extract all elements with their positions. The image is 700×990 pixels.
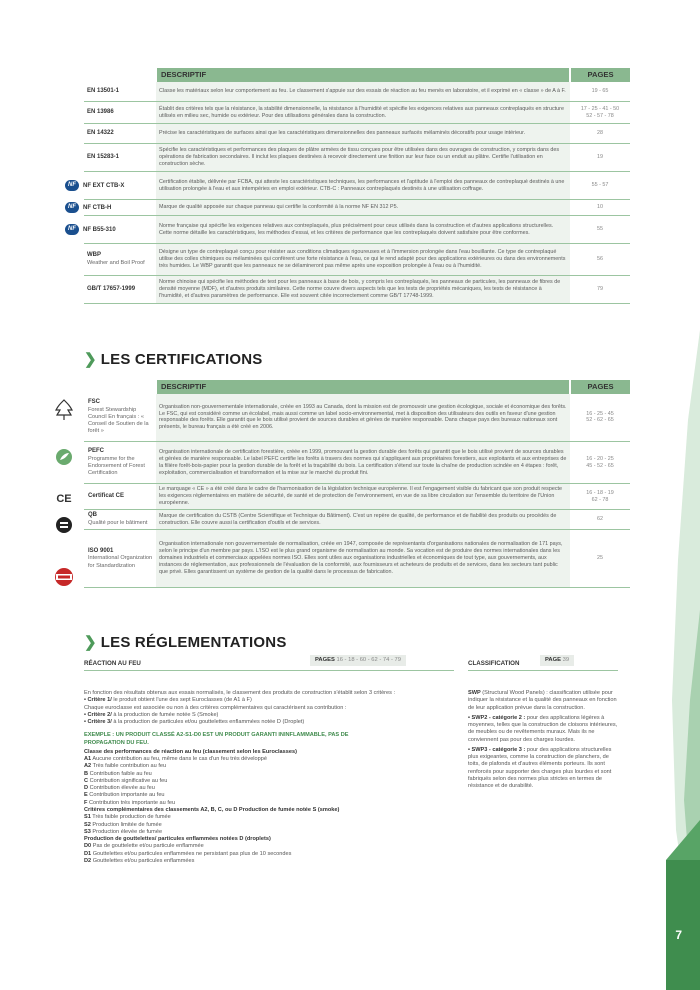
fire-reaction-label: RÉACTION AU FEU (84, 660, 141, 667)
row-title: NF CTB-H (83, 205, 112, 212)
row-pages: 79 (570, 276, 630, 304)
row-description: Organisation non-gouvernementale internationale, créée en 1993 au Canada, dont la mission est de promouvoir une gestion écologique, sociale et économique des forêts. Le FSC, qui est considéré comme un écolabel, mais aussi comme un label socio-environnemental, met à disposition des utilisateurs des outils en faveur d'une gestion responsable des forêts. Elle garantit que le bois utilisé provient de sources durables et gérées de manière responsable. Dans chaque pays des bureaux nationaux sont présents, le bureau français a été créé en 2006. (156, 394, 570, 442)
table-row (84, 442, 630, 484)
list-item: B Contribution faible au feu (84, 770, 152, 777)
list-item: S1 Très faible production de fumée (84, 814, 171, 821)
row-pages: 16 - 20 - 25 45 - 52 - 65 (570, 442, 630, 484)
example-callout: EXEMPLE : UN PRODUIT CLASSÉ A2-S1-D0 EST UN PRODUIT GARANTI ININFLAMMABLE, PAS DE PROPAGATION DU FEU. (84, 732, 349, 746)
row-title: EN 15283-1 (87, 153, 120, 160)
pages-column-header: PAGES (570, 380, 630, 394)
row-pages: 25 (570, 530, 630, 588)
row-name (68, 172, 156, 200)
pefc-logo-icon (50, 447, 78, 471)
row-title: NF EXT CTB-X (83, 183, 125, 190)
row-title: GB/T 17657-1999 (87, 285, 136, 292)
row-description: Marque de certification du CSTB (Centre Scientifique et Technique du Bâtiment). C'est un repère de qualité, de performance et de fiabilité des produits ou procédés de construction. Elle couvre aussi la certification d'outils et de services. (156, 510, 570, 530)
decorative-band (666, 0, 700, 990)
name-column-header (84, 68, 156, 82)
row-pages: 56 (570, 244, 630, 276)
table-row (84, 484, 630, 510)
row-name (84, 82, 156, 102)
qb-logo-icon (50, 516, 78, 536)
row-title: EN 13501-1 (87, 87, 120, 94)
row-title: QB (88, 512, 97, 519)
row-name (68, 200, 156, 216)
name-column-header (84, 380, 156, 394)
smoke-list (84, 814, 454, 836)
row-title: EN 14322 (87, 129, 114, 136)
table-row (84, 172, 630, 200)
divider (468, 670, 618, 671)
chevron-right-icon: ❯ (84, 634, 97, 651)
classification-label: CLASSIFICATION (468, 660, 520, 667)
row-name (84, 442, 156, 484)
fsc-logo-icon (50, 398, 78, 422)
description-column-header: DESCRIPTIF (156, 68, 570, 82)
row-description: Le marquage « CE » a été créé dans le cadre de l'harmonisation de la législation technique européenne. Il est l'engagement visible du fabricant que son produit respecte les exigences réglementaires en matière de sécurité, de santé et de protection de l'environnement, en vue de sa libre circulation sur l'ensemble du territoire de l'Union européenne. (156, 484, 570, 510)
classification-pages: PAGE 39 (540, 655, 574, 666)
list-item: S2 Production limitée de fumée (84, 821, 162, 828)
row-pages: 62 (570, 510, 630, 530)
row-name (84, 530, 156, 588)
description-column-header: DESCRIPTIF (156, 380, 570, 394)
row-description: Précise les caractéristiques de surfaces ainsi que les caractéristiques dimensionnelles des panneaux surfacés mélaminés décoratifs pour usage intérieur. (156, 124, 570, 144)
list-item: D0 Pas de gouttelette et/ou particule enflammée (84, 843, 204, 850)
iso-logo-icon (50, 567, 78, 587)
row-description: Norme française qui spécifie les exigences relatives aux contreplaqués, plus précisément pour ceux utilisés dans la construction et d'autres applications structurelles. Cette norme détaille les caractéristiques, les méthodes d'essai, et les critères de performance que les contreplaqués doivent satisfaire pour être conformes. (156, 216, 570, 244)
row-description: Certification établie, délivrée par FCBA, qui atteste les caractéristiques techniques, les performances et l'aptitude à l'emploi des panneaux de contreplaqué destinés à une utilisation prolongée à l'eau et aux intempéries en emploi extérieur. CTB-C : Panneaux contreplaqués destinés à une utilisation coffrage. (156, 172, 570, 200)
table-row (84, 244, 630, 276)
certifications-heading: ❯ LES CERTIFICATIONS (84, 351, 263, 368)
row-title: ISO 9001 (88, 547, 114, 554)
row-description: Marque de qualité apposée sur chaque panneau qui certifie la conformité à la norme NF EN 312 P5. (156, 200, 570, 216)
list-item: E Contribution importante au feu (84, 792, 165, 799)
row-description: Classe les matériaux selon leur comportement au feu. Le classement s'appuie sur des essais de réaction au feu menés en laboratoire, et il exprimé en « classe » de A à F. (156, 82, 570, 102)
row-subtitle: Qualité pour le bâtiment (88, 519, 148, 526)
row-name (84, 144, 156, 172)
list-item: D1 Gouttelettes et/ou particules enflammées ne persistant pas plus de 10 secondes (84, 850, 292, 857)
table-row (84, 216, 630, 244)
row-pages: 17 - 25 - 41 - 50 52 - 57 - 78 (570, 102, 630, 124)
fire-reaction-text: En fonction des résultats obtenus aux essais normalisés, le classement des produits de construction s'établit selon 3 critères : • Critère 1/ le produit obtient l'une des sept Euroclasses (de A1 à F) Chaque euroclasse est associée ou non à des critères complémentaires qui caractérisent sa contribution : • Critère 2/ à la production de fumée notée S (Smoke) • Critère 3/ à la production de particules et/ou gouttelettes enflammées notée D (Droplet) EXEMPLE : UN PRODUIT CLASSÉ A2-S1-D0 EST UN PRODUIT GARANTI ININFLAMMABLE, PAS DE PROPAGATION DU FEU. Classe des performances de réaction au feu (classement selon les Euroclasses) A1 Aucune contribution au feu, même dans le cas d'un feu très développé A2 Très faible contribution au feu B Contribution faible au feu C Contribution significative au feu D Contribution élevée au feu E Contribution importante au feu F Contribution très importante au feu Critères complémentaires des classements A2, B, C, ou D Production de fumée notée S (smoke) S1 Très faible production de fumée S2 Production limitée de fumée S3 Production élevée de fumée Production de gouttelettes/ particules enflammées notées D (droplets) D0 Pas de gouttelette et/ou particule enflammée D1 Gouttelettes et/ou particules enflammées ne persistant pas plus de 10 secondes D2 Gouttelettes et/ou particules enflammées (84, 690, 454, 865)
nf-badge-icon: NF (65, 180, 79, 191)
row-name (84, 394, 156, 442)
row-description: Spécifie les caractéristiques et performances des plaques de plâtre armées de tissu conçues pour être utilisées dans des ouvrages de construction, y compris dans des opérations de fabrication secondaires. Il inclut les plaques destinées à recevoir directement une finition sur leur face ou un enduit au plâtre. Certifie l'utilisation en construction sèche. (156, 144, 570, 172)
row-title: NF B55-310 (83, 227, 116, 234)
row-description: Norme chinoise qui spécifie les méthodes de test pour les panneaux à base de bois, y compris les contreplaqués, les panneaux de particules, les panneaux de fibres de densité moyenne (MDF), et d'autres produits similaires. Cette norme couvre divers aspects tels que les tests de propriétés mécaniques, les tests de résistance à l'humidité, et d'autres paramètres de performance. Elle est souvent citée incorrectement comme GB/T 17748-1999. (156, 276, 570, 304)
nf-badge-icon: NF (65, 202, 79, 213)
row-description: Organisation internationale de certification forestière, créée en 1999, promouvant la gestion durable des forêts qui garantit que le bois utilisé provient de sources durables et gérées de manière responsable. Le label PEFC certifie les forêts à travers des normes qui s'appliquent aux propriétaires forestiers, aux exploitants et aux entreprises de la filière forêt-bois-papier pour la gestion durable de la forêt et la traçabilité du bois. La certification s'étend sur toute la chaîne de production scindée en 4 étapes : forêt, exploitation, commercialisation et transformation et la mise sur le marché du produit fini. (156, 442, 570, 484)
table-row (84, 82, 630, 102)
row-name (84, 124, 156, 144)
row-title: Certificat CE (88, 492, 125, 499)
list-item: A2 Très faible contribution au feu (84, 763, 167, 770)
row-name (68, 216, 156, 244)
certifications-table (84, 380, 630, 588)
row-pages: 55 - 57 (570, 172, 630, 200)
euroclass-list (84, 756, 454, 807)
droplet-list (84, 843, 454, 865)
row-title: FSC (88, 399, 100, 406)
standards-table (68, 68, 630, 304)
row-pages: 16 - 25 - 45 52 - 62 - 65 (570, 394, 630, 442)
table-row (84, 530, 630, 588)
table-row (84, 276, 630, 304)
pages-column-header: PAGES (570, 68, 630, 82)
row-name (84, 276, 156, 304)
row-pages: 55 (570, 216, 630, 244)
list-item: A1 Aucune contribution au feu, même dans le cas d'un feu très développé (84, 756, 267, 763)
row-name (84, 102, 156, 124)
page-number: 7 (675, 928, 682, 942)
list-item: F Contribution très importante au feu (84, 799, 176, 806)
classification-text: SWP (Structural Wood Panels) : classification utilisée pour indiquer la résistance et la qualité des panneaux en fonction de leur application prévue dans la construction. • SWP2 - catégorie 2 : pour des applications légères à moyennes, telles que la construction de cloisons intérieures, de meubles ou de revêtements muraux. Mais ils ne conviennent pas pour des charges lourdes. • SWP3 - catégorie 3 : pour des applications structurelles plus exigeantes, comme la construction de planchers, de toits, de plafonds et d'autres éléments porteurs. Ils sont renforcés pour supporter des charges plus lourdes et sont fabriqués selon des normes plus strictes en termes de résistance et de durabilité. (468, 690, 618, 790)
nf-badge-icon: NF (65, 224, 79, 235)
row-subtitle: International Organization for Standardization (88, 555, 153, 569)
table-row (84, 144, 630, 172)
table-row (84, 102, 630, 124)
row-pages: 19 - 65 (570, 82, 630, 102)
table-row (84, 124, 630, 144)
list-item: S3 Production élevée de fumée (84, 828, 163, 835)
fire-reaction-pages: PAGES 16 - 18 - 60 - 62 - 74 - 79 (310, 655, 406, 666)
ce-logo-icon: CE (56, 493, 72, 505)
row-subtitle: Weather and Boil Proof (87, 259, 145, 266)
divider (84, 670, 454, 671)
row-pages: 19 (570, 144, 630, 172)
row-pages: 16 - 18 - 19 62 - 78 (570, 484, 630, 510)
list-item: C Contribution significative au feu (84, 777, 168, 784)
row-description: Organisation internationale non gouvernementale de normalisation, créée en 1947, composée de représentants d'organisations nationales de normalisation de 171 pays, selon le principe d'un membre par pays. L'ISO est le plus grand organisme de normalisation au monde. Sa vocation est de produire des normes internationales dans les domaines industriels et commerciaux appelées normes ISO. Elles sont utiles aux organisations industrielles et économiques de tout type, aux gouvernements, aux instances de réglementation, aux professionnels de l'évaluation de la conformité, aux fournisseurs et acheteurs de produits et de services, dans les secteurs tant public que privé. Elles garantissent un système de gestion de la qualité dans le processus de fabrication. (156, 530, 570, 588)
table-row (84, 200, 630, 216)
row-description: Établit des critères tels que la résistance, la stabilité dimensionnelle, la résistance à l'humidité et spécifie les exigences relatives aux panneaux contreplaqués en structure utilisés en milieu sec, humide ou extérieur. Pour des utilisations générales dans la construction. (156, 102, 570, 124)
row-name (84, 244, 156, 276)
row-title: EN 13986 (87, 108, 114, 115)
list-item: D Contribution élevée au feu (84, 785, 155, 792)
row-pages: 28 (570, 124, 630, 144)
row-description: Désigne un type de contreplaqué conçu pour résister aux conditions climatiques rigoureuses et à l'immersion prolongée dans l'eau bouillante. Ce type de contreplaqué utilise des colles chimiques ou mélaminées qui confèrent une forte résistance à l'eau, ce qui le rend adapté pour des applications extérieures ou dans des environnements très humides. Le WBP garantit que les panneaux ne se délamineront pas même après une exposition prolongée à l'eau ou à l'humidité. (156, 244, 570, 276)
table-row (84, 394, 630, 442)
row-name (84, 510, 156, 530)
table-row (84, 510, 630, 530)
list-item: D2 Gouttelettes et/ou particules enflammées (84, 857, 195, 864)
row-subtitle: Forest Stewardship Council En français : « Conseil de Soutien de la forêt » (88, 406, 149, 435)
row-title: WBP (87, 252, 101, 259)
chevron-right-icon: ❯ (84, 351, 97, 368)
row-pages: 10 (570, 200, 630, 216)
row-title: PEFC (88, 448, 105, 455)
row-name (84, 484, 156, 510)
row-subtitle: Programme for the Endorsement of Forest Certification (88, 455, 145, 477)
regulations-heading: ❯ LES RÉGLEMENTATIONS (84, 634, 287, 651)
